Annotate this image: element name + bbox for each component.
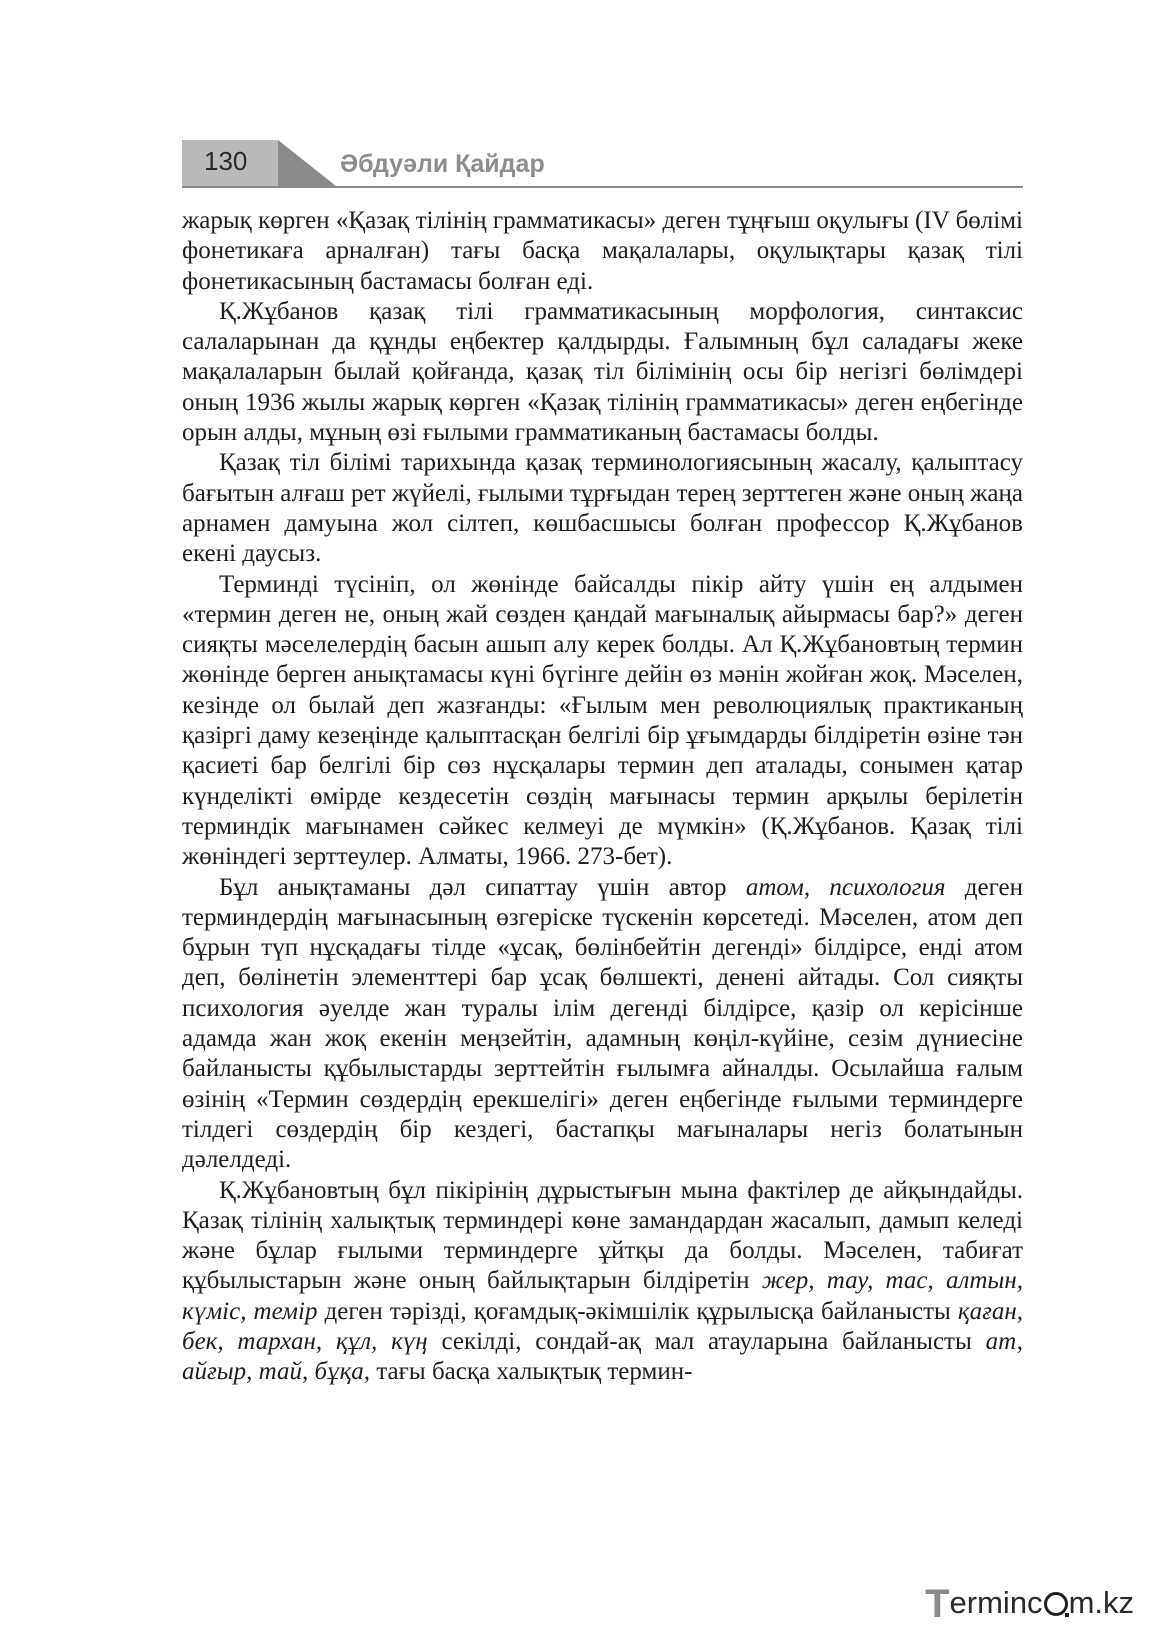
italic-term: жер, тау, тас, алтын, күміс, темір: [182, 1267, 1023, 1325]
text-run: жарық көрген «Қазақ тілінің грамматикасы» деген тұңғыш оқулығы (IV бөлімі фонетикаға арналған) тағы басқа мақалалары, оқулықтары қазақ тілі фонетикасының бастамасы болған еді.: [182, 207, 1023, 295]
body-text: [182, 206, 1023, 1388]
italic-term: атом, психология: [745, 873, 946, 901]
running-title: Әбдуәли Қайдар: [340, 150, 545, 178]
paragraph: [182, 873, 1023, 1176]
magnifier-icon: [1044, 1592, 1068, 1616]
italic-term: қаған, бек, тархан, құл, күң: [182, 1297, 1023, 1355]
text-run: Қазақ тіл білімі тарихында қазақ терминологиясының жасалу, қалыптасу бағытын алғаш рет жүйелі, ғылыми тұрғыдан терең зерттеген және оның жаңа арнамен дамуына жол сілтеп, көшбасшысы болған профессор Қ.Жұбанов екені даусыз.: [182, 449, 1023, 568]
text-run: тағы басқа халықтық термин-: [370, 1358, 693, 1386]
text-run: Қ.Жұбанов қазақ тілі грамматикасының морфология, синтаксис салаларынан да құнды еңбектер қалдырды. Ғалымның бұл саладағы жеке мақалаларын былай қойғанда, қазақ тіл білімінің осы бір негізгі бөлімдері оның 1936 жылы жарық көрген «Қазақ тілінің грамматикасы» деген еңбегінде орын алды, мұның өзі ғылыми грамматиканың бастамасы болды.: [182, 297, 1023, 447]
watermark-text-1: erminc: [949, 1585, 1043, 1620]
italic-term: ат, айғыр, тай, бұқа,: [182, 1327, 1023, 1386]
paragraph: [182, 206, 1023, 297]
paragraph: [182, 448, 1023, 569]
running-header: [182, 140, 1023, 188]
paragraph: [182, 297, 1023, 448]
page-tab-arrow-icon: [278, 140, 336, 186]
text-run: деген терминдердің мағынасының өзгеріске түскенін көрсетеді. Мәселен, атом деп бұрын түп нұсқадағы тілде «ұсақ, бөлінбейтін дегенді» білдірсе, енді атом деп, бөлінетін элементтері бар ұсақ бөлшекті, денені айтады. Сол сияқты психология әуелде жан туралы ілім дегенді білдірсе, қазір ол керісінше адамда жан жоқ екенін меңзейтін, адамның көңіл-күйіне, сезім дүниесіне байланысты құбылыстарды зерттейтін ғылымға айналды. Осылайша ғалым өзінің «Термин сөздердің ерекшелігі» деген еңбегінде ғылыми терминдерге тілдегі сөздердің бір кездегі, бастапқы мағыналары негіз болатынын дәлелдеді.: [182, 873, 1023, 1174]
text-run: секілді, сондай-ақ мал атауларына байланысты: [427, 1327, 986, 1355]
header-rule: [182, 186, 1023, 188]
watermark-t-letter: T: [925, 1582, 950, 1626]
paragraph: [182, 570, 1023, 873]
site-watermark[interactable]: [925, 1582, 1134, 1626]
text-run: деген тәрізді, қоғамдық-әкімшілік құрылысқа байланысты: [317, 1297, 958, 1325]
paragraph: [182, 1176, 1023, 1388]
text-run: Бұл анықтаманы дәл сипаттау үшін автор: [219, 873, 746, 901]
text-run: Қ.Жұбановтың бұл пікірінің дұрыстығын мына фактілер де айқындайды. Қазақ тілінің халықтық терминдері көне замандардан жасалып, дамып келеді және бұлар ғылыми терминдерге ұйтқы да болды. Мәселен, табиғат құбылыстарын және оның байлықтарын білдіретін: [182, 1176, 1023, 1295]
watermark-text-2: m.kz: [1068, 1585, 1134, 1620]
text-run: Терминді түсініп, ол жөнінде байсалды пікір айту үшін ең алдымен «термин деген не, оның жай сөзден қандай мағыналық айырмасы бар?» деген сияқты мәселелердің басын ашып алу керек болды. Ал Қ.Жұбановтың термин жөнінде берген анықтамасы күні бүгінге дейін өз мәнін жойған жоқ. Мәселен, кезінде ол былай деп жазғанды: «Ғылым мен революциялық практиканың қазіргі даму кезеңінде қалыптасқан белгілі бір ұғымдарды білдіретін өзіне тән қасиеті бар белгілі бір сөз нұсқалары термин деп аталады, сонымен қатар күнделікті өмірде кездесетін сөздің мағынасы термин арқылы берілетін терминдік мағынамен сәйкес келмеуі де мүмкін» (Қ.Жұбанов. Қазақ тілі жөніндегі зерттеулер. Алматы, 1966. 273-бет).: [182, 570, 1023, 871]
page-number: 130: [204, 146, 248, 176]
